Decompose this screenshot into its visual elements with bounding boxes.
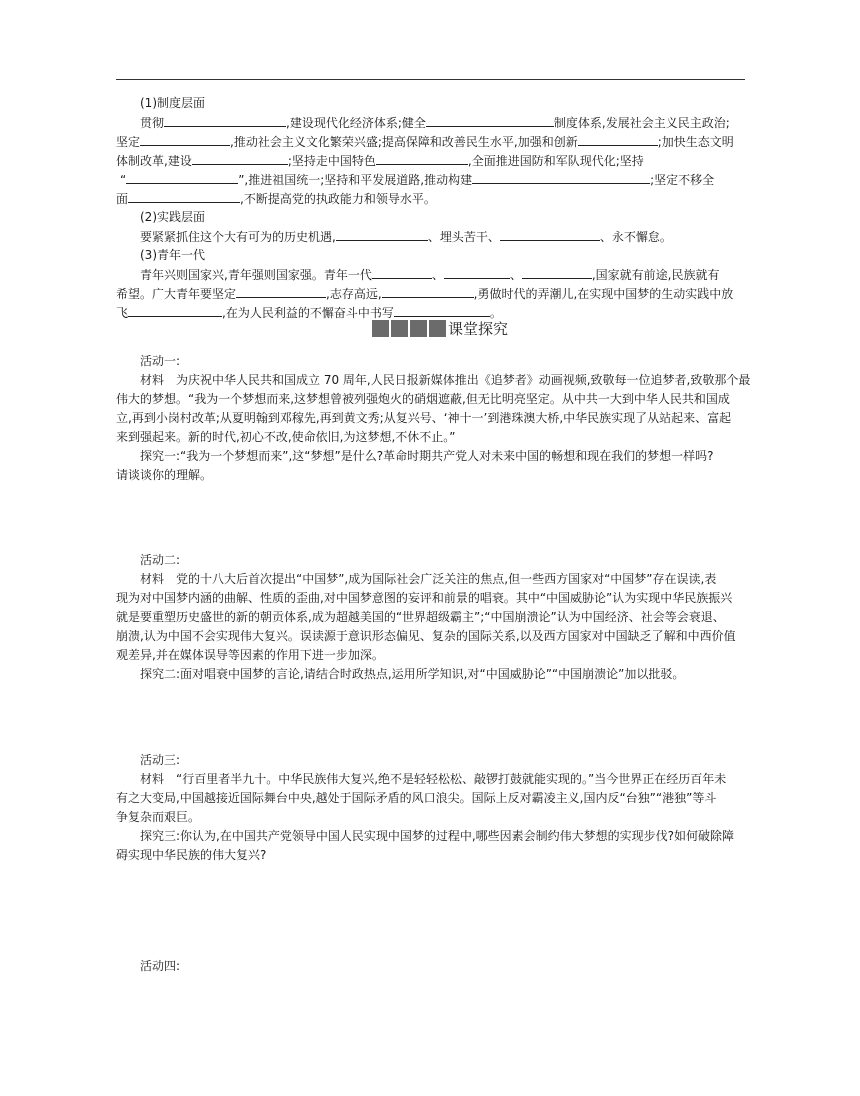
answer-blank[interactable] [522, 267, 592, 279]
answer-blank[interactable] [472, 172, 650, 184]
activity-2-title: 活动二: [140, 553, 181, 567]
answer-blank[interactable] [426, 115, 554, 127]
activity-2-material: 崩溃,认为中国不会实现伟大复兴。误读源于意识形态偏见、复杂的国际关系,以及西方国家对中国缺乏了解和中西价值 [116, 629, 736, 643]
text-line: 希望。广大青年要坚定 ,志存高远, ,勇做时代的弄潮儿,在实现中国梦的生动实践中放 [116, 287, 734, 301]
activity-1-material: 伟大的梦想。“我为一个梦想而来,这梦想曾被列强炮火的硝烟遮蔽,但无比明亮坚定。从中共一大到中华人民共和国成 [116, 392, 730, 406]
activity-1-material: 材料 为庆祝中华人民共和国成立 70 周年,人民日报新媒体推出《追梦者》动画视频,致敬每一位追梦者,致敬那个最 [140, 373, 751, 387]
text-line: 面 ,不断提高党的执政能力和领导水平。 [116, 192, 436, 206]
activity-1-question: 请谈谈你的理解。 [116, 468, 213, 482]
answer-blank[interactable] [164, 115, 286, 127]
top-rule [116, 79, 745, 80]
activity-1-material: 来到强起来。新的时代,初心不改,使命依旧,为这梦想,不休不止。” [116, 430, 456, 444]
answer-blank[interactable] [128, 191, 240, 203]
text-line: 飞 ,在为人民利益的不懈奋斗中书写 。 [116, 306, 502, 320]
text-line: 贯彻 ,建设现代化经济体系;健全 制度体系,发展社会主义民主政治; [140, 116, 730, 130]
section-title-system: (1)制度层面 [140, 96, 205, 110]
text-line: 坚定 ,推动社会主义文化繁荣兴盛;提高保障和改善民生水平,加强和创新 ;加快生态文明 [116, 135, 734, 149]
section-title-practice: (2)实践层面 [140, 210, 205, 224]
activity-3-question: 探究三:你认为,在中国共产党领导中国人民实现中国梦的过程中,哪些因素会制约伟大梦想的实现步伐?如何破除障 [140, 829, 735, 843]
answer-blank[interactable] [126, 172, 238, 184]
text-line: “ ”,推进祖国统一;坚持和平发展道路,推动构建 ;坚定不移全 [120, 173, 715, 187]
answer-blank[interactable] [192, 153, 288, 165]
activity-2-question: 探究二:面对唱衰中国梦的言论,请结合时政热点,运用所学知识,对“中国威胁论”“中国崩溃论”加以批驳。 [140, 667, 685, 681]
activity-3-question: 碍实现中华民族的伟大复兴? [116, 848, 267, 862]
activity-4-title: 活动四: [140, 959, 181, 973]
activity-2-material: 现为对中国梦内涵的曲解、性质的歪曲,对中国梦意图的妄评和前景的唱衰。其中“中国威胁论”认为实现中华民族振兴 [116, 591, 733, 605]
answer-blank[interactable] [394, 305, 490, 317]
answer-blank[interactable] [236, 286, 326, 298]
answer-blank[interactable] [140, 134, 230, 146]
activity-1-question: 探究一:“我为一个梦想而来”,这“梦想”是什么?革命时期共产党人对未来中国的畅想和现在我们的梦想一样吗? [140, 449, 714, 463]
activity-3-material: 有之大变局,中国越接近国际舞台中央,越处于国际矛盾的风口浪尖。国际上反对霸凌主义,国内反“台独”“港独”等斗 [116, 791, 717, 805]
answer-blank[interactable] [444, 267, 510, 279]
activity-2-material: 材料 党的十八大后首次提出“中国梦”,成为国际社会广泛关注的焦点,但一些西方国家对“中国梦”存在误读,表 [140, 572, 717, 586]
answer-blank[interactable] [372, 267, 432, 279]
activity-3-material: 材料 “行百里者半九十。中华民族伟大复兴,绝不是轻轻松松、敲锣打鼓就能实现的。”当今世界正在经历百年未 [140, 772, 727, 786]
activity-2-material: 就是要重塑历史盛世的新的朝贡体系,成为超越美国的“世界超级霸主”;“中国崩溃论”认为中国经济、社会等会衰退、 [116, 610, 725, 624]
text-line: 青年兴则国家兴,青年强则国家强。青年一代 、 、 ,国家就有前途,民族就有 [140, 268, 720, 282]
activity-1-material: 立,再到小岗村改革;从夏明翰到邓稼先,再到黄文秀;从复兴号、‘神十一’到港珠澳大桥,中华民族实现了从站起来、富起 [116, 411, 732, 425]
activity-3-material: 争复杂而艰巨。 [116, 810, 201, 824]
activity-3-title: 活动三: [140, 753, 181, 767]
answer-blank[interactable] [128, 305, 222, 317]
activity-2-material: 观差异,并在媒体误导等因素的作用下进一步加深。 [116, 648, 384, 662]
text-line: 要紧紧抓住这个大有可为的历史机遇, 、埋头苦干、 、永不懈怠。 [140, 230, 672, 244]
answer-blank[interactable] [336, 229, 428, 241]
text-line: 体制改革,建设 ;坚持走中国特色 ,全面推进国防和军队现代化;坚持 [116, 154, 644, 168]
answer-blank[interactable] [376, 153, 468, 165]
answer-blank[interactable] [382, 286, 474, 298]
answer-blank[interactable] [578, 134, 658, 146]
section-heading [0, 318, 860, 340]
activity-1-title: 活动一: [140, 354, 181, 368]
answer-blank[interactable] [500, 229, 600, 241]
section-title-youth: (3)青年一代 [140, 248, 205, 262]
heading-text: 课堂探究 [448, 320, 509, 338]
